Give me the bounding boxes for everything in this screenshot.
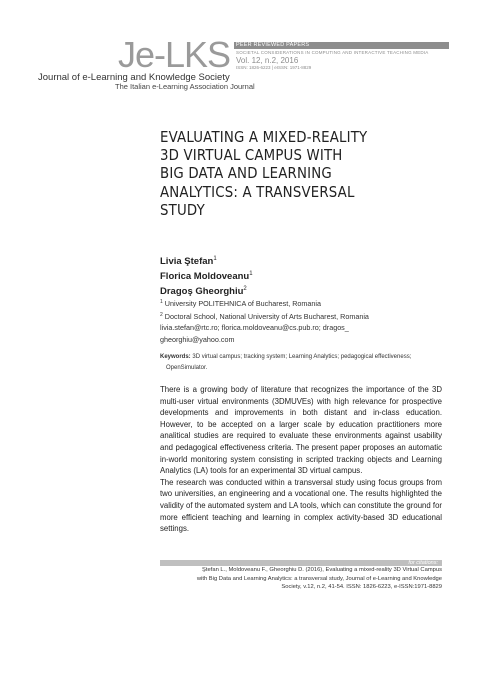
author: Dragoş Gheorghiu$^2$	[160, 286, 247, 297]
association-name: The Italian e-Learning Association Journal	[115, 82, 255, 91]
volume-label: Vol. 12, n.2, 2016	[236, 56, 299, 65]
citation-text	[160, 566, 442, 592]
affiliation: $^1$ University POLITEHNICA of Bucharest, Romania	[160, 299, 321, 308]
article-title	[160, 128, 384, 219]
title-line: 3D VIRTUAL CAMPUS WITH	[160, 146, 343, 165]
section-label: PEER REVIEWED PAPERS	[236, 42, 310, 48]
journal-logo: Je-LKS	[118, 34, 231, 75]
affiliations	[160, 297, 440, 345]
citation-line: Ştefan L., Moldoveanu F., Gheorghiu D. (2016), Evaluating a mixed-reality 3D Virtual Campus	[202, 567, 442, 573]
keywords	[160, 352, 450, 373]
title-line: EVALUATING A MIXED-REALITY	[160, 128, 368, 146]
author: Livia Ştefan$^1$	[160, 256, 217, 267]
abstract-paragraph: There is a growing body of literature that recognizes the importance of the 3D multi-user virtual environments (3DMUVEs) with high relevance for prospective developments and improvements in both distant and in-class education. However, to be accepted on a larger scale by education practitioners more analitical studies are required to evaluate these environments against usability and pedagogical effectiveness criteria. The present paper proposes an automatic in-world monitoring system consisting in scripted tracking objects and Learning Analytics (LA) tools for an experimental 3D virtual campus.	[160, 385, 442, 476]
keywords-cont: OpenSimulator.	[166, 364, 208, 371]
section-banner	[234, 42, 449, 49]
author: Florica Moldoveanu$^1$	[160, 271, 253, 282]
citation-line: Society, v.12, n.2, 41-54. ISSN: 1826-6223, e-ISSN:1971-8829	[281, 584, 442, 591]
abstract-paragraph: The research was conducted within a transversal study using focus groups from two universities, an engineering and a vocational one. The results highlighted the validity of the automated system and LA tools, which can constitute the ground for more efficient teaching and learning in complex activity-based 3D educational settings.	[160, 477, 442, 534]
keywords-text: 3D virtual campus; tracking system; Learning Analytics; pedagogical effectiveness;	[192, 354, 412, 360]
title-line: ANALYTICS: A TRANSVERSAL	[160, 182, 355, 201]
journal-name: Journal of e-Learning and Knowledge Society	[38, 72, 230, 83]
issn-label: ISSN: 1826-6223 | eISSN: 1971-8829	[236, 65, 312, 70]
title-line: STUDY	[160, 200, 205, 219]
keywords-label: Keywords:	[160, 354, 191, 360]
citation-line: with Big Data and Learning Analytics: a transversal study, Journal of e-Learning and Knowledge	[196, 575, 442, 582]
email-line: livia.stefan@rtc.ro; florica.moldoveanu@cs.pub.ro; dragos_	[160, 323, 349, 332]
citation-label: for citations:	[408, 560, 438, 566]
special-issue-label: SOCIETAL CONSIDERATIONS IN COMPUTING AND INTERACTIVE TEACHING MEDIA	[236, 50, 429, 55]
title-line: BIG DATA AND LEARNING	[160, 164, 332, 183]
abstract	[160, 384, 442, 535]
affiliation: $^2$ Doctoral School, National University of Arts Bucharest, Romania	[160, 311, 369, 321]
author-list	[160, 253, 253, 298]
email-line: gheorghiu@yahoo.com	[160, 334, 235, 344]
